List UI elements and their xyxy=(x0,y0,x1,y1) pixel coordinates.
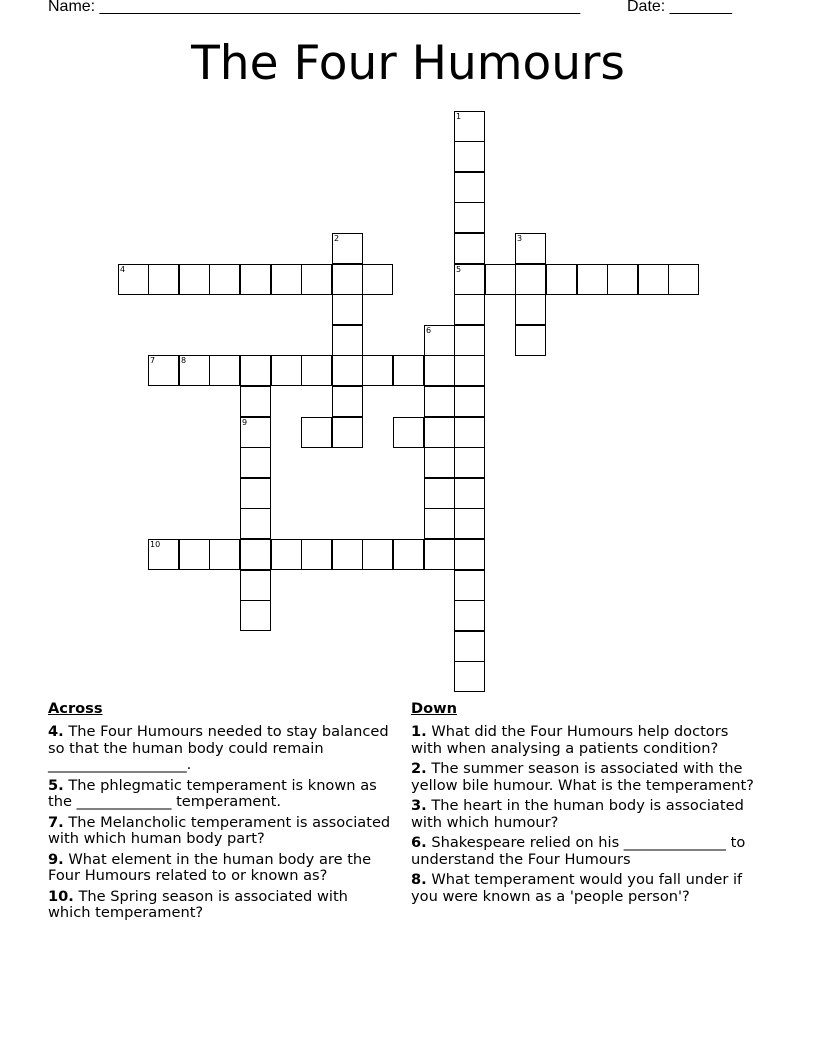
name-field-label: Name: ______________________________________________________ xyxy=(48,0,581,15)
crossword-cell[interactable] xyxy=(301,355,332,386)
clue-down-3 xyxy=(411,798,756,831)
crossword-cell[interactable] xyxy=(362,355,393,386)
clue-across-7 xyxy=(48,815,393,848)
crossword-cell[interactable] xyxy=(454,202,485,233)
crossword-cell[interactable] xyxy=(240,478,271,509)
crossword-cell[interactable] xyxy=(454,600,485,631)
crossword-cell[interactable] xyxy=(393,417,424,448)
crossword-cell[interactable] xyxy=(454,294,485,325)
clue-number-marker: 6 xyxy=(426,326,432,335)
clue-text: Shakespeare relied on his ______________ to understand the Four Humours xyxy=(411,834,746,868)
crossword-cell[interactable] xyxy=(424,478,455,509)
clue-number: 5. xyxy=(48,776,64,794)
clue-down-1 xyxy=(411,724,756,757)
crossword-cell[interactable] xyxy=(301,417,332,448)
clue-text: The heart in the human body is associated with which humour? xyxy=(411,797,744,831)
crossword-cell[interactable] xyxy=(332,539,363,570)
crossword-cell[interactable] xyxy=(179,264,210,295)
clue-down-8 xyxy=(411,872,756,905)
crossword-cell[interactable] xyxy=(515,264,546,295)
crossword-cell[interactable] xyxy=(424,355,455,386)
crossword-cell[interactable] xyxy=(362,539,393,570)
crossword-cell[interactable] xyxy=(454,661,485,692)
crossword-cell[interactable] xyxy=(485,264,516,295)
down-clues xyxy=(411,700,756,909)
crossword-cell[interactable] xyxy=(271,539,302,570)
crossword-cell[interactable] xyxy=(240,570,271,601)
clue-across-4 xyxy=(48,724,393,774)
crossword-cell[interactable] xyxy=(454,539,485,570)
crossword-cell[interactable] xyxy=(209,539,240,570)
crossword-cell[interactable] xyxy=(454,631,485,662)
clue-number-marker: 2 xyxy=(334,234,340,243)
clue-down-2 xyxy=(411,761,756,794)
crossword-cell[interactable] xyxy=(668,264,699,295)
crossword-cell[interactable] xyxy=(148,264,179,295)
crossword-cell[interactable] xyxy=(271,264,302,295)
crossword-cell[interactable] xyxy=(332,417,363,448)
crossword-cell[interactable] xyxy=(240,508,271,539)
crossword-cell[interactable] xyxy=(454,417,485,448)
across-clues xyxy=(48,700,393,926)
clue-number: 9. xyxy=(48,850,64,868)
crossword-cell[interactable] xyxy=(424,447,455,478)
clue-number: 10. xyxy=(48,887,74,905)
clue-number-marker: 1 xyxy=(456,112,462,121)
crossword-cell[interactable] xyxy=(332,325,363,356)
clue-text: What temperament would you fall under if you were known as a 'people person'? xyxy=(411,871,743,905)
crossword-cell[interactable] xyxy=(454,570,485,601)
crossword-cell[interactable] xyxy=(240,355,271,386)
crossword-cell[interactable] xyxy=(424,539,455,570)
clue-text: The Melancholic temperament is associated with which human body part? xyxy=(48,813,391,847)
date-field-label: Date: _______ xyxy=(627,0,732,15)
crossword-cell[interactable] xyxy=(454,233,485,264)
crossword-cell[interactable] xyxy=(424,508,455,539)
crossword-cell[interactable] xyxy=(546,264,577,295)
crossword-cell[interactable] xyxy=(454,325,485,356)
crossword-cell[interactable] xyxy=(454,141,485,172)
crossword-cell[interactable] xyxy=(424,386,455,417)
clue-number-marker: 8 xyxy=(181,356,187,365)
clue-number: 2. xyxy=(411,760,427,777)
crossword-cell[interactable] xyxy=(424,417,455,448)
clue-number: 1. xyxy=(411,723,427,740)
across-heading: Across xyxy=(48,700,103,717)
clue-number: 3. xyxy=(411,797,427,814)
crossword-cell[interactable] xyxy=(393,355,424,386)
clue-number-marker: 7 xyxy=(150,356,156,365)
crossword-cell[interactable] xyxy=(454,386,485,417)
crossword-cell[interactable] xyxy=(240,600,271,631)
clue-across-9 xyxy=(48,852,393,885)
clue-across-5 xyxy=(48,778,393,811)
crossword-cell[interactable] xyxy=(209,264,240,295)
crossword-cell[interactable] xyxy=(271,355,302,386)
crossword-cell[interactable] xyxy=(577,264,608,295)
clue-number-marker: 3 xyxy=(517,234,523,243)
crossword-cell[interactable] xyxy=(454,447,485,478)
crossword-cell[interactable] xyxy=(454,355,485,386)
clue-number-marker: 5 xyxy=(456,265,462,274)
clue-text: The summer season is associated with the yellow bile humour. What is the temperament? xyxy=(411,760,754,794)
crossword-cell[interactable] xyxy=(332,294,363,325)
clue-number-marker: 10 xyxy=(150,540,161,549)
crossword-cell[interactable] xyxy=(638,264,669,295)
crossword-cell[interactable] xyxy=(240,447,271,478)
clue-number: 7. xyxy=(48,813,64,831)
crossword-cell[interactable] xyxy=(240,264,271,295)
clue-number: 8. xyxy=(411,871,427,888)
crossword-cell[interactable] xyxy=(240,386,271,417)
clue-number-marker: 9 xyxy=(242,418,248,427)
clue-number-marker: 4 xyxy=(120,265,126,274)
crossword-cell[interactable] xyxy=(240,539,271,570)
clue-text: The Spring season is associated with which temperament? xyxy=(48,887,348,921)
crossword-cell[interactable] xyxy=(607,264,638,295)
crossword-cell[interactable] xyxy=(209,355,240,386)
crossword-cell[interactable] xyxy=(454,478,485,509)
clue-down-6 xyxy=(411,835,756,868)
crossword-cell[interactable] xyxy=(362,264,393,295)
clue-number: 6. xyxy=(411,834,427,851)
crossword-cell[interactable] xyxy=(332,386,363,417)
crossword-cell[interactable] xyxy=(515,325,546,356)
clue-text: What element in the human body are the Four Humours related to or known as? xyxy=(48,850,372,884)
crossword-cell[interactable] xyxy=(332,264,363,295)
crossword-cell[interactable] xyxy=(301,539,332,570)
crossword-cell[interactable] xyxy=(454,508,485,539)
page-title: The Four Humours xyxy=(191,36,625,91)
clue-text: The phlegmatic temperament is known as the _____________ temperament. xyxy=(48,776,377,810)
crossword-cell[interactable] xyxy=(179,539,210,570)
crossword-cell[interactable] xyxy=(515,294,546,325)
clue-text: What did the Four Humours help doctors with when analysing a patients condition? xyxy=(411,723,729,757)
clue-text: The Four Humours needed to stay balanced so that the human body could remain ___________________. xyxy=(48,723,389,773)
clue-number: 4. xyxy=(48,723,64,740)
crossword-cell[interactable] xyxy=(393,539,424,570)
down-heading: Down xyxy=(411,700,458,717)
crossword-cell[interactable] xyxy=(454,172,485,203)
clue-across-10 xyxy=(48,889,393,922)
crossword-cell[interactable] xyxy=(332,355,363,386)
crossword-cell[interactable] xyxy=(301,264,332,295)
